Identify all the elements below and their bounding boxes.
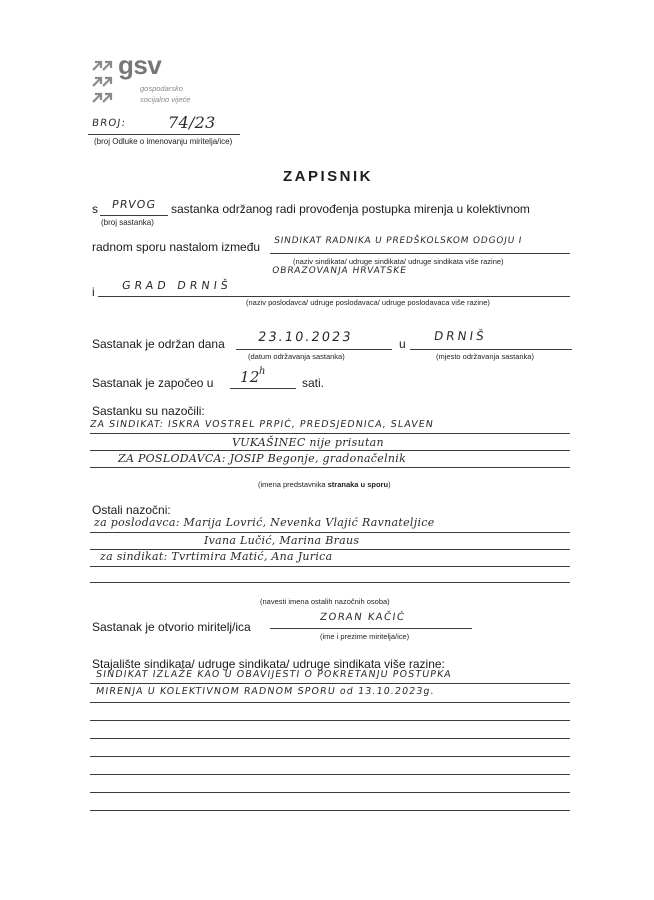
u-label: u [399,337,406,351]
place-caption: (mjesto održavanja sastanka) [436,352,534,361]
others-line-2: Ivana Lučić, Marina Braus [204,534,360,547]
mediator-name-value: ZORAN KAČIĆ [319,612,407,623]
others-label: Ostali nazočni: [92,503,171,517]
held-label: Sastanak je održan dana [92,337,225,351]
attendees-caption [258,480,391,489]
meeting-place-value: DRNIŠ [433,329,488,343]
broj-value: 74/23 [168,113,216,132]
broj-caption: (broj Odluke o imenovanju miritelja/ice) [94,137,233,146]
logo-text: gsv [118,50,162,80]
s-prefix: s [92,202,98,216]
mediator-label: Sastanak je otvorio miritelj/ica [92,620,251,634]
sastanak-number-value: PRVOG [111,198,158,211]
attendees-caption-suffix: ) [388,480,391,489]
sastanak-caption: (broj sastanka) [101,218,154,227]
attendees-line-2: VUKAŠINEC nije prisutan [232,436,384,449]
sindikat-caption: (naziv sindikata/ udruge sindikata/ udruge sindikata više razine) [293,257,504,266]
sindikat-name-value-2: OBRAZOVANJA HRVATSKE [271,266,408,276]
logo-subtitle-2: socijalno vijeće [140,95,191,104]
date-caption: (datum održavanja sastanka) [248,352,345,361]
attendees-caption-bold: stranaka u sporu [327,480,389,489]
poslodavac-caption: (naziv poslodavca/ udruge poslodavaca/ udruge poslodavaca više razine) [246,298,490,307]
sindikat-name-value-1: SINDIKAT RADNIKA U PREDŠKOLSKOM ODGOJU I [273,236,523,246]
position-label: Stajalište sindikata/ udruge sindikata/ udruge sindikata više razine: [92,657,445,671]
others-caption: (navesti imena ostalih nazočnih osoba) [260,597,390,606]
attendees-label: Sastanku su nazočili: [92,404,205,418]
start-label: Sastanak je započeo u [92,376,214,390]
page-title: ZAPISNIK [283,168,374,185]
attendees-caption-prefix: (imena predstavnika [258,480,328,489]
broj-label: BROJ: [91,118,127,129]
mediator-caption: (ime i prezime miritelja/ice) [320,632,410,641]
logo [90,52,210,110]
gsv-logo-arrows-icon [90,56,118,106]
others-line-3: za sindikat: Tvrtimira Matić, Ana Jurica [100,550,333,563]
attendees-line-3: ZA POSLODAVCA: JOSIP Begonje, gradonačelnik [118,452,407,465]
intro-line1: sastanka održanog radi provođenja postupka mirenja u kolektivnom [171,202,530,216]
start-time-superscript: h [259,366,266,377]
position-line-2: MIRENJA U KOLEKTIVNOM RADNOM SPORU od 13.10.2023g. [95,686,436,697]
logo-subtitle-1: gospodarsko [140,84,183,93]
attendees-line-1: ZA SINDIKAT: ISKRA VOSTREL PRPIĆ, PREDSJEDNICA, SLAVEN [89,419,435,430]
poslodavac-name-value: GRAD DRNIŠ [121,279,233,292]
intro-line2: radnom sporu nastalom između [92,240,261,254]
others-line-1: za poslodavca: Marija Lovrić, Nevenka Vlajić Ravnateljice [94,516,435,529]
start-time-value: 12 [240,368,260,386]
position-line-1: SINDIKAT IZLAŽE KAO U OBAVIJESTI O POKRETANJU POSTUPKA [95,669,453,680]
meeting-date-value: 23.10.2023 [256,330,354,345]
i-prefix: i [92,285,95,299]
start-suffix: sati. [302,376,325,390]
